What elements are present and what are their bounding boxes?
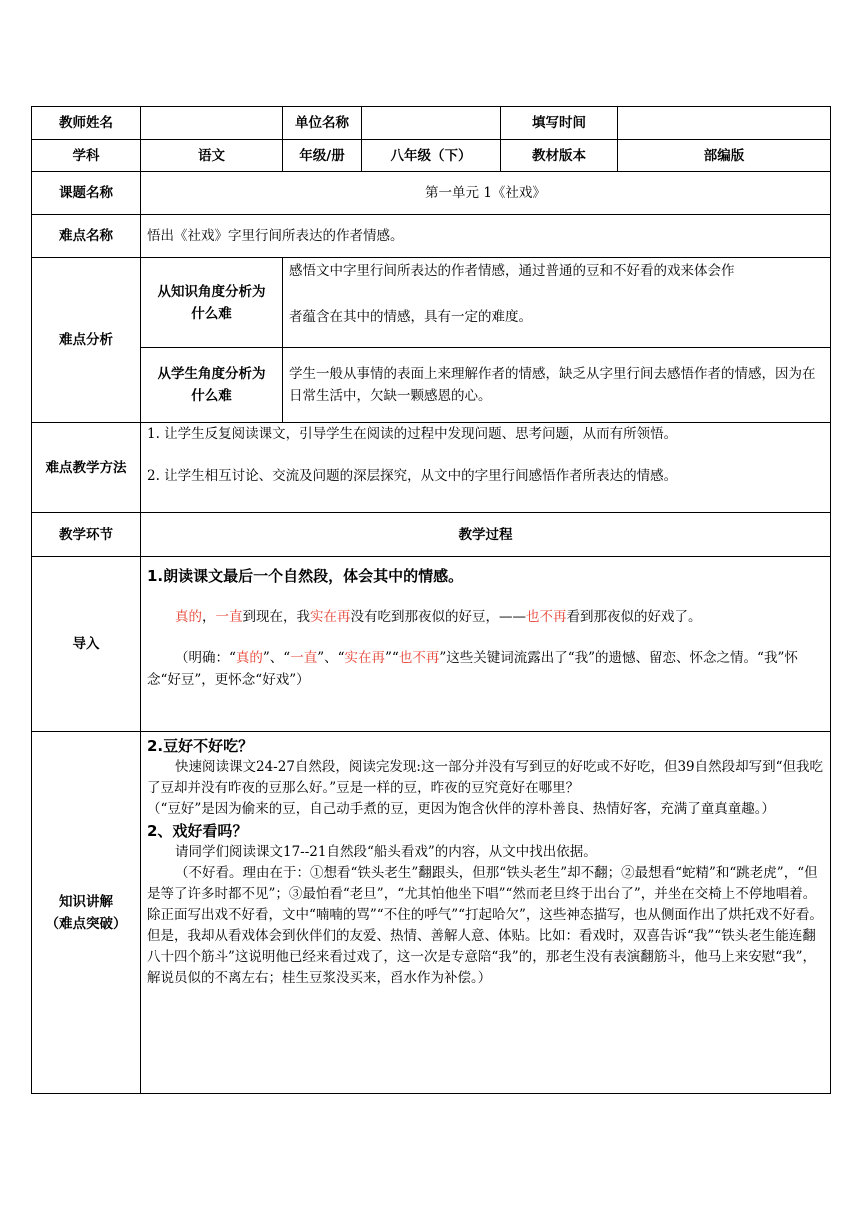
knowledge-para-1: 快速阅读课文24-27自然段，阅读完发现:这一部分并没有写到豆的好吃或不好吃，但39自然段却写到“但我吃了豆却并没有昨夜的豆那么好。”豆是一样的豆，昨夜的豆究竟好在哪里？ — [147, 759, 824, 796]
quote-part-7: 也不再 — [526, 609, 567, 625]
difficulty-label: 难点名称 — [32, 215, 141, 258]
intro-quote — [147, 606, 824, 628]
quote-part-2: ， — [202, 609, 216, 625]
note-part-4: 一直 — [290, 650, 318, 666]
knowledge-label-cell — [32, 732, 141, 1094]
analysis-label: 难点分析 — [32, 258, 141, 423]
row-knowledge — [32, 732, 831, 1094]
row-topic — [32, 172, 831, 215]
intro-note — [147, 647, 824, 691]
quote-part-8: 看到那夜似的好戏了。 — [566, 609, 702, 625]
process-value: 教学过程 — [141, 513, 831, 557]
time-value[interactable] — [618, 107, 831, 140]
knowledge-para-2: （“豆好”是因为偷来的豆，自己动手煮的豆，更因为饱含伙伴的淳朴善良、热情好客，充满了童真童趣。） — [147, 801, 776, 817]
edition-value: 部编版 — [618, 140, 831, 172]
unit-value[interactable] — [362, 107, 501, 140]
student-angle-text: 学生一般从事情的表面上来理解作者的情感，缺乏从字里行间去感悟作者的情感，因为在日常生活中，欠缺一颗感恩的心。 — [283, 348, 831, 423]
student-angle-label: 从学生角度分析为什么难 — [141, 348, 283, 423]
row-methods — [32, 423, 831, 513]
lesson-plan-table — [31, 106, 831, 1094]
intro-label: 导入 — [32, 557, 141, 732]
knowledge-para-4: （不好看。理由在于：①想看“铁头老生”翻跟头，但那“铁头老生”却不翻；②最想看“蛇精”和“跳老虎”，“但是等了许多时都不见”；③最怕看“老旦”，“尤其怕他坐下唱”“然而老旦终于出台了”，并坐在交椅上不停地唱着。除正面写出戏不好看，文中“喃喃的骂”“不住的呼气”“打起哈欠”，这些神态描写，也从侧面作出了烘托戏不好看。但是，我却从看戏体会到伙伴们的友爱、热情、善解人意、体贴。比如：看戏时，双喜告诉“我”“铁头老生能连翻八十四个筋斗”这说明他已经来看过戏了，这一次是专意陪“我”的，那老生没有表演翻筋斗，他马上来安慰“我”，解说员似的不离左右；桂生豆浆没买来，舀水作为补偿。） — [147, 865, 823, 986]
note-part-1: （明确：“ — [175, 650, 236, 666]
note-part-8: 也不再 — [398, 650, 440, 666]
quote-part-4: 到现在，我 — [242, 609, 310, 625]
note-part-7: ”“ — [385, 650, 399, 666]
knowledge-para-3: 请同学们阅读课文17--21自然段“船头看戏”的内容，从文中找出依据。 — [175, 844, 597, 860]
row-teacher — [32, 107, 831, 140]
intro-heading: 1.朗读课文最后一个自然段，体会其中的情感。 — [147, 567, 464, 585]
quote-part-3: 一直 — [215, 609, 243, 625]
method-item-1: 1. 让学生反复阅读课文，引导学生在阅读的过程中发现问题、思考问题，从而有所领悟。 — [147, 426, 678, 442]
methods-text — [141, 423, 831, 513]
knowledge-content — [141, 732, 831, 1094]
knowledge-heading-2: 2、戏好看吗？ — [147, 822, 248, 840]
note-part-5: ”、“ — [317, 650, 345, 666]
topic-value: 第一单元 1《社戏》 — [141, 172, 831, 215]
knowledge-angle-label: 从知识角度分析为什么难 — [141, 258, 283, 348]
quote-part-6: 没有吃到那夜似的好豆，—— — [350, 609, 526, 625]
note-part-6: 实在再 — [344, 650, 386, 666]
methods-label: 难点教学方法 — [32, 423, 141, 513]
knowledge-angle-line-2: 者蕴含在其中的情感，具有一定的难度。 — [289, 309, 532, 325]
knowledge-sublabel: （难点突破） — [45, 915, 127, 932]
row-intro — [32, 557, 831, 732]
teacher-value[interactable] — [141, 107, 283, 140]
intro-content — [141, 557, 831, 732]
topic-label: 课题名称 — [32, 172, 141, 215]
note-part-9: ”这些关键词流露出了“我”的遗憾、留恋、怀念之情。“我”怀念“好豆”，更怀念“好戏”） — [147, 650, 798, 688]
knowledge-angle-line-1: 感悟文中字里行间所表达的作者情感，通过普通的豆和不好看的戏来体会作 — [289, 263, 735, 279]
quote-part-1: 真的 — [175, 609, 202, 625]
edition-label: 教材版本 — [501, 140, 618, 172]
row-analysis-student — [32, 348, 831, 423]
knowledge-heading-1: 2.豆好不好吃？ — [147, 737, 254, 755]
time-label: 填写时间 — [501, 107, 618, 140]
process-label: 教学环节 — [32, 513, 141, 557]
row-process-header — [32, 513, 831, 557]
quote-part-5: 实在再 — [310, 609, 351, 625]
knowledge-angle-text — [283, 258, 831, 348]
row-subject — [32, 140, 831, 172]
row-analysis-knowledge — [32, 258, 831, 348]
subject-label: 学科 — [32, 140, 141, 172]
note-part-2: 真的 — [235, 650, 263, 666]
grade-value: 八年级（下） — [362, 140, 501, 172]
row-difficulty — [32, 215, 831, 258]
knowledge-label: 知识讲解 — [59, 893, 113, 910]
teacher-label: 教师姓名 — [32, 107, 141, 140]
difficulty-value: 悟出《社戏》字里行间所表达的作者情感。 — [141, 215, 831, 258]
grade-label: 年级/册 — [283, 140, 362, 172]
unit-label: 单位名称 — [283, 107, 362, 140]
subject-value: 语文 — [141, 140, 283, 172]
note-part-3: ”、“ — [262, 650, 291, 666]
method-item-2: 2. 让学生相互讨论、交流及问题的深层探究，从文中的字里行间感悟作者所表达的情感。 — [147, 468, 678, 484]
